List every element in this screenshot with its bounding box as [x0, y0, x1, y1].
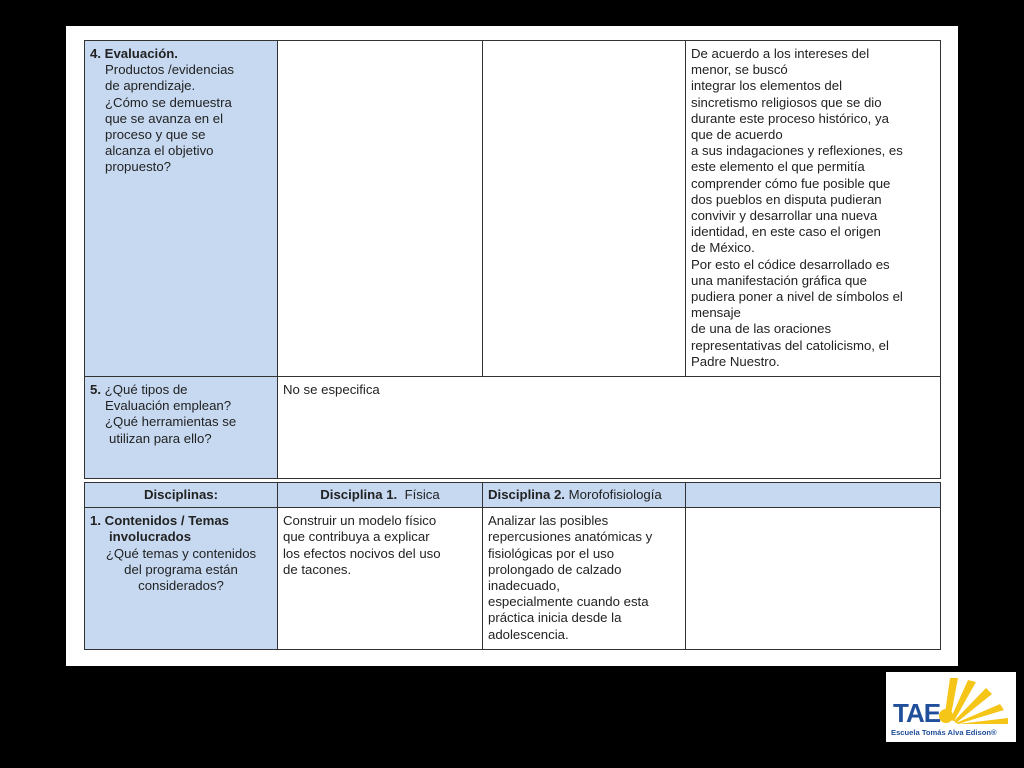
text-line: durante este proceso histórico, ya	[691, 110, 889, 126]
row-label-line: propuesto?	[105, 159, 171, 175]
evaluation-table	[84, 40, 941, 479]
table-row	[85, 41, 941, 377]
text-line: este elemento el que permitía	[691, 159, 865, 175]
text-line: dos pueblos en disputa pudieran	[691, 191, 882, 207]
table-row	[85, 377, 941, 479]
text-line: de una de las oraciones	[691, 321, 832, 337]
table-header-row	[85, 483, 941, 508]
text-line: adolescencia.	[488, 626, 569, 642]
empty-cell	[686, 508, 941, 650]
text-line: prolongado de calzado	[488, 561, 622, 577]
logo-subtitle: Escuela Tomás Alva Edison®	[891, 728, 997, 737]
discipline-1-content	[278, 508, 483, 650]
header-empty	[686, 483, 941, 508]
row-label-line: ¿Qué temas y contenidos	[105, 545, 257, 561]
text-line: identidad, en este caso el origen	[691, 224, 881, 240]
row-label-line: ¿Qué herramientas se	[105, 414, 237, 430]
text-line: los efectos nocivos del uso	[283, 545, 441, 561]
text-line: que de acuerdo	[691, 127, 783, 143]
text-line: Construir un modelo físico	[283, 513, 437, 529]
text-line: Por esto el códice desarrollado es	[691, 256, 890, 272]
text-line: integrar los elementos del	[691, 78, 843, 94]
text-line: especialmente cuando esta	[488, 594, 649, 610]
text-line: de tacones.	[283, 561, 352, 577]
text-line: convivir y desarrollar una nueva	[691, 208, 878, 224]
row-label-line: que se avanza en el	[105, 110, 224, 126]
text-line: comprender cómo fue posible que	[691, 175, 891, 191]
header-discipline-2: Disciplina 2. Morofofisiología	[483, 483, 686, 508]
text-line: práctica inicia desde la	[488, 610, 622, 626]
text-line: inadecuado,	[488, 578, 560, 594]
empty-cell	[278, 41, 483, 377]
row-title: Evaluación.	[104, 46, 178, 61]
row-label-line: proceso y que se	[105, 127, 206, 143]
row-label-line: considerados?	[138, 578, 224, 594]
sun-rays-icon	[938, 676, 1014, 724]
text-line: que contribuya a explicar	[283, 529, 430, 545]
row-title: ¿Qué tipos de	[104, 382, 188, 397]
evaluation-text-cell	[686, 41, 941, 377]
text-line: de México.	[691, 240, 755, 256]
document-page	[66, 26, 958, 666]
text-line: Padre Nuestro.	[691, 353, 780, 369]
text-line: De acuerdo a los intereses del	[691, 46, 870, 61]
discipline-2-content	[483, 508, 686, 650]
row-number: 5.	[90, 382, 101, 397]
row-label-line: utilizan para ello?	[109, 430, 212, 446]
row-label-cell	[85, 377, 278, 479]
text-line: mensaje	[691, 305, 741, 321]
disciplines-table	[84, 482, 941, 650]
header-disciplines: Disciplinas:	[85, 483, 278, 508]
empty-cell	[483, 41, 686, 377]
row-label-line: Productos /evidencias	[105, 62, 235, 78]
text-line: Analizar las posibles	[488, 513, 609, 529]
text-line: una manifestación gráfica que	[691, 272, 867, 288]
row-label-line: ¿Cómo se demuestra	[105, 94, 232, 110]
school-logo	[886, 672, 1016, 742]
row-label-cell	[85, 41, 278, 377]
row-label-line: del programa están	[124, 561, 238, 577]
row-label-line: alcanza el objetivo	[105, 143, 214, 159]
text-line: a sus indagaciones y reflexiones, es	[691, 143, 903, 159]
text-line: pudiera poner a nivel de símbolos el	[691, 289, 903, 305]
text-line: fisiológicas por el uso	[488, 545, 615, 561]
text-line: representativas del catolicismo, el	[691, 337, 889, 353]
text-line: menor, se buscó	[691, 62, 788, 78]
row-label-cell: 1. Contenidos / Temas involucrados ¿Qué temas y contenidos del programa están considerados?	[85, 508, 278, 650]
table-row	[85, 508, 941, 650]
logo-text: TAE	[893, 698, 941, 728]
header-discipline-1: Disciplina 1. Física	[278, 483, 483, 508]
text-line: sincretismo religiosos que se dio	[691, 94, 882, 110]
row-label-line: de aprendizaje.	[105, 78, 196, 94]
row-title-line: involucrados	[109, 529, 192, 545]
text-line: repercusiones anatómicas y	[488, 529, 653, 545]
evaluation-type-value: No se especifica	[278, 377, 941, 479]
row-label-line: Evaluación emplean?	[105, 398, 232, 414]
row-number: 4.	[90, 46, 101, 61]
